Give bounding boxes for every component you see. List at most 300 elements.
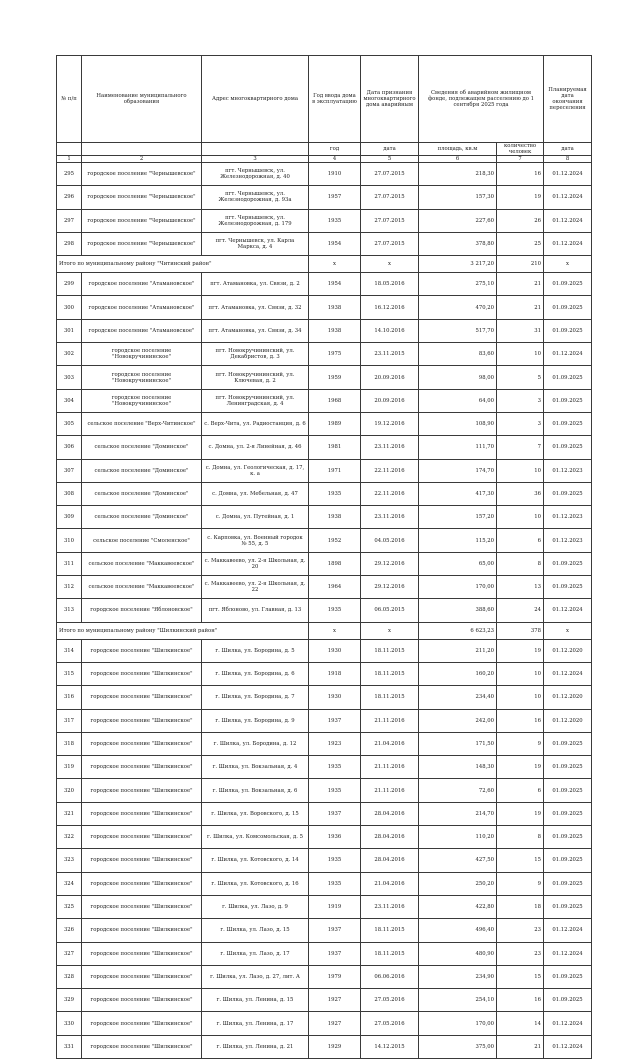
- header-fund-info: Сведения об аварийном жилищном фонде, подлежащем расселению до 1 сентября 2025 года: [419, 56, 544, 143]
- row-municipality: городское поселение "Шилкинское": [82, 895, 202, 918]
- row-planned-date: 01.09.2025: [544, 366, 592, 389]
- row-area: 227,60: [419, 209, 497, 232]
- row-municipality: городское поселение "Новокручининское": [82, 366, 202, 389]
- row-year: 1936: [309, 826, 361, 849]
- row-area: 388,60: [419, 599, 497, 622]
- table-row: [57, 482, 592, 505]
- row-planned-date: 01.09.2025: [544, 989, 592, 1012]
- col-number: 8: [544, 156, 592, 163]
- row-year: 1935: [309, 482, 361, 505]
- row-planned-date: 01.12.2020: [544, 639, 592, 662]
- row-planned-date: 01.12.2024: [544, 186, 592, 209]
- table-row: [57, 756, 592, 779]
- row-num: 330: [57, 1012, 82, 1035]
- row-municipality: городское поселение "Чернышевское": [82, 186, 202, 209]
- row-year: 1937: [309, 802, 361, 825]
- row-municipality: сельское поселение "Верх-Читинское": [82, 412, 202, 435]
- row-address: г. Шилка, ул. Бородина, д. 12: [202, 732, 309, 755]
- row-num: 296: [57, 186, 82, 209]
- row-emergency-date: 21.04.2016: [361, 732, 419, 755]
- row-planned-date: 01.09.2025: [544, 273, 592, 296]
- row-planned-date: 01.12.2024: [544, 209, 592, 232]
- row-people: 31: [497, 319, 544, 342]
- row-address: пгт. Чернышевск, ул. Карла Маркса, д. 4: [202, 232, 309, 255]
- row-planned-date: 01.09.2025: [544, 965, 592, 988]
- row-emergency-date: 16.12.2016: [361, 296, 419, 319]
- row-emergency-date: 27.07.2015: [361, 232, 419, 255]
- row-area: 275,10: [419, 273, 497, 296]
- table-row: [57, 895, 592, 918]
- total-people: 378: [497, 622, 544, 639]
- row-emergency-date: 29.12.2016: [361, 576, 419, 599]
- row-municipality: городское поселение "Шилкинское": [82, 662, 202, 685]
- row-people: 19: [497, 756, 544, 779]
- row-num: 325: [57, 895, 82, 918]
- row-people: 25: [497, 232, 544, 255]
- row-planned-date: 01.09.2025: [544, 895, 592, 918]
- row-area: 111,70: [419, 436, 497, 459]
- row-year: 1935: [309, 849, 361, 872]
- emergency-housing-table: [56, 55, 592, 1059]
- row-year: 1975: [309, 343, 361, 366]
- row-num: 306: [57, 436, 82, 459]
- row-people: 23: [497, 942, 544, 965]
- table-row: [57, 459, 592, 482]
- row-municipality: городское поселение "Чернышевское": [82, 209, 202, 232]
- table-row: [57, 732, 592, 755]
- row-planned-date: 01.09.2025: [544, 849, 592, 872]
- row-emergency-date: 18.11.2015: [361, 639, 419, 662]
- row-num: 314: [57, 639, 82, 662]
- row-planned-date: 01.12.2024: [544, 1012, 592, 1035]
- row-num: 324: [57, 872, 82, 895]
- row-address: пгт. Новокручининский, ул. Ключевая, д. 2: [202, 366, 309, 389]
- row-municipality: городское поселение "Атамановское": [82, 273, 202, 296]
- row-emergency-date: 22.11.2016: [361, 482, 419, 505]
- total-row: [57, 622, 592, 639]
- row-num: 312: [57, 576, 82, 599]
- row-num: 303: [57, 366, 82, 389]
- table-row: [57, 709, 592, 732]
- row-address: г. Шилка, ул. Лазо, д. 17: [202, 942, 309, 965]
- row-people: 16: [497, 709, 544, 732]
- row-emergency-date: 14.12.2015: [361, 1035, 419, 1058]
- row-num: 301: [57, 319, 82, 342]
- row-people: 10: [497, 686, 544, 709]
- row-num: 328: [57, 965, 82, 988]
- row-people: 21: [497, 296, 544, 319]
- row-address: пгт. Атамановка, ул. Связи, д. 2: [202, 273, 309, 296]
- row-address: пгт. Яблоново, ул. Главная, д. 13: [202, 599, 309, 622]
- row-emergency-date: 14.10.2016: [361, 319, 419, 342]
- row-address: г. Шилка, ул. Бородина, д. 7: [202, 686, 309, 709]
- table-row: [57, 802, 592, 825]
- row-area: 427,50: [419, 849, 497, 872]
- row-num: 326: [57, 919, 82, 942]
- row-emergency-date: 23.11.2016: [361, 436, 419, 459]
- table-row: [57, 662, 592, 685]
- row-num: 327: [57, 942, 82, 965]
- header-emergency-date: Дата признания многоквартирного дома аварийным: [361, 56, 419, 143]
- row-planned-date: 01.12.2024: [544, 343, 592, 366]
- table-row: [57, 436, 592, 459]
- row-planned-date: 01.09.2025: [544, 802, 592, 825]
- row-area: 234,40: [419, 686, 497, 709]
- row-address: г. Шилка, ул. Воровского, д. 15: [202, 802, 309, 825]
- row-emergency-date: 20.09.2016: [361, 389, 419, 412]
- row-municipality: городское поселение "Шилкинское": [82, 686, 202, 709]
- row-area: 234,90: [419, 965, 497, 988]
- row-municipality: сельское поселение "Маккавеевское": [82, 552, 202, 575]
- row-people: 16: [497, 989, 544, 1012]
- total-date: x: [361, 256, 419, 273]
- row-num: 321: [57, 802, 82, 825]
- row-year: 1927: [309, 1012, 361, 1035]
- row-num: 300: [57, 296, 82, 319]
- row-people: 21: [497, 273, 544, 296]
- table-row: [57, 412, 592, 435]
- row-address: г. Шилка, ул. Вокзальная, д. 6: [202, 779, 309, 802]
- row-num: 311: [57, 552, 82, 575]
- row-address: г. Шилка, ул. Бородина, д. 5: [202, 639, 309, 662]
- row-area: 64,00: [419, 389, 497, 412]
- row-people: 6: [497, 529, 544, 552]
- total-area: 6 623,23: [419, 622, 497, 639]
- row-address: г. Шилка, ул. Ленина, д. 15: [202, 989, 309, 1012]
- row-people: 26: [497, 209, 544, 232]
- col-number: 3: [202, 156, 309, 163]
- row-planned-date: 01.09.2025: [544, 872, 592, 895]
- row-address: пгт. Новокручининский, ул. Ленинградская, д. 4: [202, 389, 309, 412]
- row-num: 305: [57, 412, 82, 435]
- row-planned-date: 01.12.2024: [544, 599, 592, 622]
- row-area: 517,70: [419, 319, 497, 342]
- table-row: [57, 552, 592, 575]
- row-year: 1954: [309, 232, 361, 255]
- row-area: 378,80: [419, 232, 497, 255]
- row-emergency-date: 23.11.2015: [361, 343, 419, 366]
- row-people: 36: [497, 482, 544, 505]
- row-planned-date: 01.12.2024: [544, 919, 592, 942]
- row-planned-date: 01.12.2024: [544, 163, 592, 186]
- row-people: 8: [497, 552, 544, 575]
- row-area: 108,90: [419, 412, 497, 435]
- row-municipality: городское поселение "Шилкинское": [82, 989, 202, 1012]
- row-planned-date: 01.09.2025: [544, 779, 592, 802]
- row-planned-date: 01.12.2023: [544, 506, 592, 529]
- row-num: 318: [57, 732, 82, 755]
- row-address: г. Шилка, ул. Бородина, д. 6: [202, 662, 309, 685]
- total-row: [57, 256, 592, 273]
- row-municipality: городское поселение "Шилкинское": [82, 1012, 202, 1035]
- table-row: [57, 872, 592, 895]
- header-num: № п/п: [57, 56, 82, 143]
- row-emergency-date: 23.11.2016: [361, 506, 419, 529]
- sub-empty: [82, 143, 202, 156]
- sub-area: площадь, кв.м: [419, 143, 497, 156]
- row-municipality: городское поселение "Атамановское": [82, 319, 202, 342]
- row-municipality: городское поселение "Шилкинское": [82, 849, 202, 872]
- col-number: 1: [57, 156, 82, 163]
- sub-year: год: [309, 143, 361, 156]
- header-planned-date: Планируемая дата окончания переселения: [544, 56, 592, 143]
- row-emergency-date: 21.04.2016: [361, 872, 419, 895]
- sub-people: количество человек: [497, 143, 544, 156]
- row-num: 302: [57, 343, 82, 366]
- row-emergency-date: 18.11.2015: [361, 686, 419, 709]
- row-year: 1898: [309, 552, 361, 575]
- row-people: 23: [497, 919, 544, 942]
- row-municipality: городское поселение "Шилкинское": [82, 919, 202, 942]
- total-year: x: [309, 622, 361, 639]
- total-label: Итого по муниципальному району "Читинский район": [57, 256, 309, 273]
- row-address: г. Шилка, ул. Лазо, д. 9: [202, 895, 309, 918]
- row-num: 329: [57, 989, 82, 1012]
- table-row: [57, 989, 592, 1012]
- row-area: 157,20: [419, 506, 497, 529]
- total-pdate: x: [544, 622, 592, 639]
- row-area: 65,00: [419, 552, 497, 575]
- row-municipality: городское поселение "Яблоновское": [82, 599, 202, 622]
- row-emergency-date: 04.05.2016: [361, 529, 419, 552]
- row-planned-date: 01.12.2024: [544, 1035, 592, 1058]
- row-planned-date: 01.09.2025: [544, 296, 592, 319]
- row-address: с. Домна, ул. 2-я Линейная, д. 46: [202, 436, 309, 459]
- row-planned-date: 01.09.2025: [544, 319, 592, 342]
- row-emergency-date: 28.04.2016: [361, 802, 419, 825]
- col-number: 7: [497, 156, 544, 163]
- table-row: [57, 209, 592, 232]
- table-row: [57, 639, 592, 662]
- row-num: 319: [57, 756, 82, 779]
- row-municipality: городское поселение "Шилкинское": [82, 965, 202, 988]
- row-planned-date: 01.12.2020: [544, 709, 592, 732]
- row-num: 299: [57, 273, 82, 296]
- row-people: 10: [497, 506, 544, 529]
- row-area: 171,50: [419, 732, 497, 755]
- row-people: 6: [497, 779, 544, 802]
- row-year: 1910: [309, 163, 361, 186]
- row-people: 16: [497, 163, 544, 186]
- row-emergency-date: 18.11.2015: [361, 919, 419, 942]
- row-address: с. Домна, ул. Геологическая, д. 17, к. а: [202, 459, 309, 482]
- table-row: [57, 686, 592, 709]
- row-address: с. Домна, ул. Путейная, д. 1: [202, 506, 309, 529]
- row-emergency-date: 22.11.2016: [361, 459, 419, 482]
- row-emergency-date: 06.06.2016: [361, 965, 419, 988]
- row-area: 110,20: [419, 826, 497, 849]
- row-year: 1930: [309, 686, 361, 709]
- row-municipality: городское поселение "Чернышевское": [82, 232, 202, 255]
- row-address: пгт. Чернышевск, ул. Железнодорожная, д. 179: [202, 209, 309, 232]
- row-address: с. Домна, ул. Мебельная, д. 47: [202, 482, 309, 505]
- col-number: 2: [82, 156, 202, 163]
- row-planned-date: 01.12.2020: [544, 686, 592, 709]
- row-year: 1918: [309, 662, 361, 685]
- row-area: 160,20: [419, 662, 497, 685]
- row-year: 1938: [309, 506, 361, 529]
- row-year: 1927: [309, 989, 361, 1012]
- row-people: 18: [497, 895, 544, 918]
- row-emergency-date: 06.05.2015: [361, 599, 419, 622]
- row-people: 24: [497, 599, 544, 622]
- row-emergency-date: 21.11.2016: [361, 709, 419, 732]
- row-people: 21: [497, 1035, 544, 1058]
- row-area: 470,20: [419, 296, 497, 319]
- row-num: 307: [57, 459, 82, 482]
- row-year: 1971: [309, 459, 361, 482]
- row-people: 14: [497, 1012, 544, 1035]
- row-address: с. Маккавеево, ул. 2-я Школьная, д. 20: [202, 552, 309, 575]
- row-num: 317: [57, 709, 82, 732]
- row-people: 3: [497, 389, 544, 412]
- table-row: [57, 849, 592, 872]
- row-num: 297: [57, 209, 82, 232]
- header-address: Адрес многоквартирного дома: [202, 56, 309, 143]
- table-row: [57, 343, 592, 366]
- row-address: г. Шилка, ул. Ленина, д. 17: [202, 1012, 309, 1035]
- row-emergency-date: 18.11.2015: [361, 662, 419, 685]
- row-municipality: городское поселение "Шилкинское": [82, 1035, 202, 1058]
- row-municipality: городское поселение "Шилкинское": [82, 732, 202, 755]
- row-year: 1938: [309, 319, 361, 342]
- row-year: 1929: [309, 1035, 361, 1058]
- row-address: г. Шилка, ул. Лазо, д. 27, лит. А: [202, 965, 309, 988]
- row-num: 316: [57, 686, 82, 709]
- row-emergency-date: 27.07.2015: [361, 186, 419, 209]
- row-area: 211,20: [419, 639, 497, 662]
- row-emergency-date: 19.12.2016: [361, 412, 419, 435]
- row-planned-date: 01.12.2023: [544, 529, 592, 552]
- row-address: пгт. Новокручининский, ул. Декабристов, д. 3: [202, 343, 309, 366]
- row-emergency-date: 27.05.2016: [361, 1012, 419, 1035]
- row-emergency-date: 20.09.2016: [361, 366, 419, 389]
- header-year: Год ввода дома в эксплуатацию: [309, 56, 361, 143]
- row-num: 323: [57, 849, 82, 872]
- row-year: 1968: [309, 389, 361, 412]
- row-emergency-date: 27.05.2016: [361, 989, 419, 1012]
- row-municipality: сельское поселение "Доминское": [82, 482, 202, 505]
- row-address: г. Шилка, ул. Лазо, д. 15: [202, 919, 309, 942]
- table-row: [57, 389, 592, 412]
- row-emergency-date: 18.05.2016: [361, 273, 419, 296]
- row-year: 1937: [309, 919, 361, 942]
- row-planned-date: 01.09.2025: [544, 732, 592, 755]
- row-num: 308: [57, 482, 82, 505]
- total-area: 3 217,20: [419, 256, 497, 273]
- row-emergency-date: 23.11.2016: [361, 895, 419, 918]
- total-date: x: [361, 622, 419, 639]
- row-address: пгт. Чернышевск, ул. Железнодорожная, д. 93а: [202, 186, 309, 209]
- row-planned-date: 01.09.2025: [544, 552, 592, 575]
- row-municipality: городское поселение "Шилкинское": [82, 826, 202, 849]
- row-planned-date: 01.12.2024: [544, 942, 592, 965]
- header-row: [57, 56, 592, 143]
- header-municipality: Наименование муниципального образования: [82, 56, 202, 143]
- row-people: 15: [497, 849, 544, 872]
- row-people: 7: [497, 436, 544, 459]
- row-people: 19: [497, 639, 544, 662]
- row-year: 1935: [309, 779, 361, 802]
- row-municipality: сельское поселение "Доминское": [82, 436, 202, 459]
- table-row: [57, 529, 592, 552]
- row-year: 1935: [309, 872, 361, 895]
- row-address: пгт. Чернышевск, ул. Железнодорожная, д. 40: [202, 163, 309, 186]
- row-num: 315: [57, 662, 82, 685]
- row-address: г. Шилка, ул. Ленина, д. 21: [202, 1035, 309, 1058]
- row-year: 1957: [309, 186, 361, 209]
- row-num: 309: [57, 506, 82, 529]
- row-planned-date: 01.09.2025: [544, 389, 592, 412]
- row-area: 214,70: [419, 802, 497, 825]
- row-address: г. Шилка, ул. Котовского, д. 14: [202, 849, 309, 872]
- row-num: 304: [57, 389, 82, 412]
- row-planned-date: 01.09.2025: [544, 412, 592, 435]
- row-municipality: городское поселение "Шилкинское": [82, 709, 202, 732]
- row-address: г. Шилка, ул. Котовского, д. 16: [202, 872, 309, 895]
- row-people: 5: [497, 366, 544, 389]
- row-area: 148,30: [419, 756, 497, 779]
- row-people: 10: [497, 459, 544, 482]
- row-emergency-date: 21.11.2016: [361, 779, 419, 802]
- row-municipality: городское поселение "Атамановское": [82, 296, 202, 319]
- row-municipality: городское поселение "Новокручининское": [82, 389, 202, 412]
- row-address: с. Маккавеево, ул. 2-я Школьная, д. 22: [202, 576, 309, 599]
- row-municipality: городское поселение "Шилкинское": [82, 802, 202, 825]
- table-row: [57, 296, 592, 319]
- row-year: 1935: [309, 209, 361, 232]
- row-year: 1937: [309, 709, 361, 732]
- row-year: 1964: [309, 576, 361, 599]
- row-area: 157,30: [419, 186, 497, 209]
- row-planned-date: 01.09.2025: [544, 756, 592, 779]
- row-area: 83,60: [419, 343, 497, 366]
- row-municipality: сельское поселение "Доминское": [82, 459, 202, 482]
- table-row: [57, 826, 592, 849]
- row-people: 13: [497, 576, 544, 599]
- row-num: 310: [57, 529, 82, 552]
- row-municipality: городское поселение "Шилкинское": [82, 639, 202, 662]
- subheader-row: [57, 143, 592, 156]
- row-area: 242,00: [419, 709, 497, 732]
- row-planned-date: 01.12.2024: [544, 662, 592, 685]
- total-people: 210: [497, 256, 544, 273]
- row-municipality: сельское поселение "Смоленское": [82, 529, 202, 552]
- table-row: [57, 965, 592, 988]
- row-year: 1923: [309, 732, 361, 755]
- row-area: 375,00: [419, 1035, 497, 1058]
- row-year: 1952: [309, 529, 361, 552]
- row-planned-date: 01.09.2025: [544, 482, 592, 505]
- row-emergency-date: 28.04.2016: [361, 826, 419, 849]
- sub-date: дата: [361, 143, 419, 156]
- row-num: 295: [57, 163, 82, 186]
- row-people: 3: [497, 412, 544, 435]
- row-planned-date: 01.12.2023: [544, 459, 592, 482]
- row-num: 331: [57, 1035, 82, 1058]
- row-planned-date: 01.09.2025: [544, 436, 592, 459]
- row-year: 1979: [309, 965, 361, 988]
- table-row: [57, 942, 592, 965]
- row-address: г. Шилка, ул. Комсомольская, д. 5: [202, 826, 309, 849]
- row-people: 9: [497, 732, 544, 755]
- row-year: 1938: [309, 296, 361, 319]
- row-num: 320: [57, 779, 82, 802]
- row-municipality: сельское поселение "Доминское": [82, 506, 202, 529]
- row-address: г. Шилка, ул. Бородина, д. 9: [202, 709, 309, 732]
- row-year: 1954: [309, 273, 361, 296]
- sub-empty: [202, 143, 309, 156]
